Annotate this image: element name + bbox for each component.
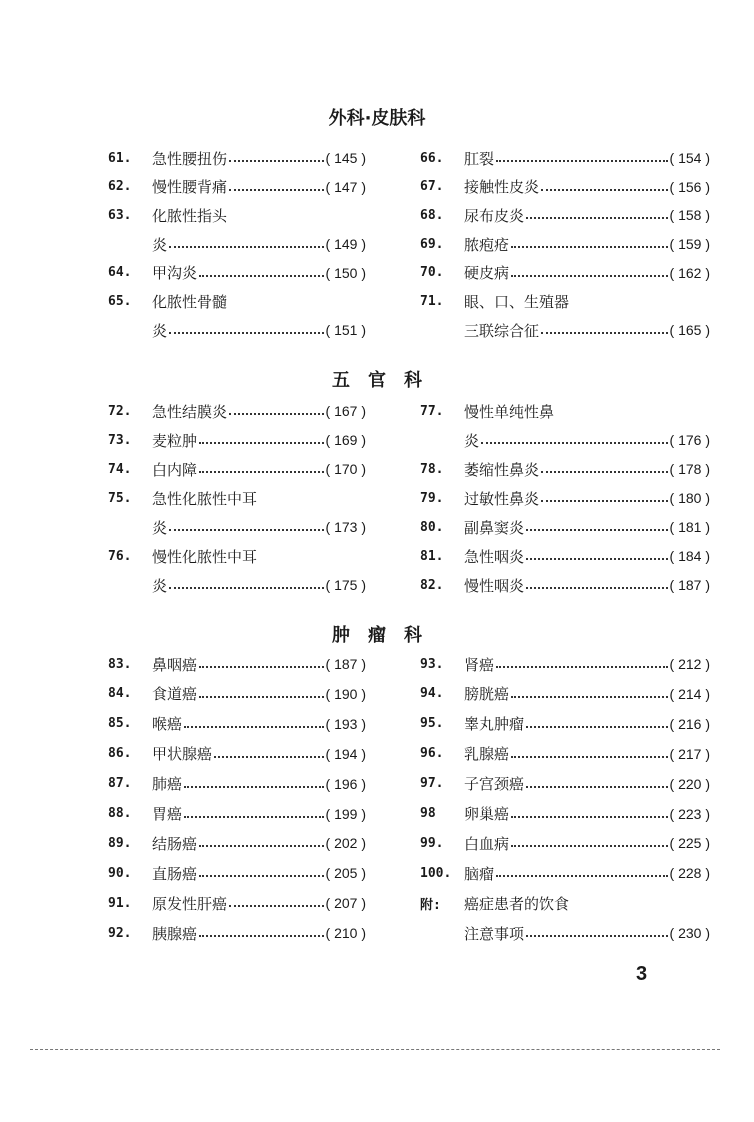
entry-title: 结肠癌	[152, 834, 198, 853]
dot-leader	[229, 160, 324, 162]
toc-entry	[108, 487, 366, 509]
toc-entry	[108, 204, 366, 226]
dot-leader	[526, 529, 668, 531]
entry-page: ( 170 )	[325, 461, 366, 477]
entry-page: ( 225 )	[669, 835, 710, 852]
dot-leader	[229, 189, 324, 191]
toc-entry	[108, 291, 366, 313]
entry-page: ( 176 )	[669, 432, 710, 448]
toc-entry	[420, 683, 710, 705]
entry-page: ( 210 )	[325, 925, 366, 942]
entry-page: ( 223 )	[669, 805, 710, 822]
toc-entry	[108, 458, 366, 480]
entry-page: ( 187 )	[669, 577, 710, 593]
dot-leader	[541, 189, 668, 191]
entry-number: 69.	[420, 236, 444, 252]
toc-entry	[420, 922, 710, 944]
toc-entry	[108, 683, 366, 705]
entry-title: 尿布皮炎	[464, 206, 525, 225]
entry-number: 84.	[108, 686, 132, 702]
toc-entry	[420, 233, 710, 255]
entry-title: 乳腺癌	[464, 745, 510, 764]
entry-page: ( 207 )	[325, 895, 366, 912]
entry-title: 喉癌	[152, 715, 183, 734]
entry-number: 90.	[108, 865, 132, 881]
toc-entry	[420, 319, 710, 341]
toc-entry	[420, 516, 710, 538]
toc-entry	[108, 147, 366, 169]
entry-number: 75.	[108, 490, 132, 506]
entry-number: 80.	[420, 519, 444, 535]
entry-number: 66.	[420, 150, 444, 166]
entry-number: 67.	[420, 179, 444, 195]
section-heading: 肿 瘤 科	[332, 625, 422, 646]
entry-number: 71.	[420, 294, 444, 309]
entry-number: 87.	[108, 776, 132, 792]
dot-leader	[481, 442, 668, 444]
entry-page: ( 187 )	[325, 656, 366, 672]
entry-page: ( 217 )	[669, 745, 710, 762]
entry-title: 白内障	[152, 460, 198, 479]
toc-entry	[108, 233, 366, 255]
entry-title: 膀胱癌	[464, 685, 510, 704]
toc-entry	[420, 713, 710, 735]
dot-leader	[214, 756, 324, 758]
section-heading: 五 官 科	[332, 370, 422, 391]
entry-page: ( 205 )	[325, 865, 366, 882]
entry-title: 急性结膜炎	[152, 402, 228, 421]
entry-page: ( 199 )	[325, 805, 366, 822]
entry-title: 卵巢癌	[464, 805, 510, 823]
toc-entry	[420, 653, 710, 675]
entry-number: 74.	[108, 461, 132, 477]
dot-leader	[199, 875, 324, 877]
toc-entry	[420, 832, 710, 854]
entry-title: 过敏性鼻炎	[464, 489, 540, 508]
toc-entry	[108, 429, 366, 451]
entry-number: 92.	[108, 925, 132, 941]
dot-leader	[169, 529, 324, 531]
entry-page: ( 220 )	[669, 775, 710, 792]
entry-number: 65.	[108, 294, 132, 309]
entry-page: ( 149 )	[325, 236, 366, 253]
entry-page: ( 175 )	[325, 577, 366, 593]
toc-entry	[420, 429, 710, 451]
entry-page: ( 196 )	[325, 775, 366, 792]
toc-entry	[108, 862, 366, 884]
entry-page: ( 145 )	[325, 150, 366, 166]
dot-leader	[496, 875, 668, 877]
dot-leader	[199, 471, 324, 473]
entry-title: 脑瘤	[464, 864, 495, 883]
toc-entry	[108, 400, 366, 422]
entry-page: ( 162 )	[669, 264, 710, 281]
entry-page: ( 194 )	[325, 745, 366, 762]
entry-title: 鼻咽癌	[152, 655, 198, 674]
dot-leader	[526, 217, 668, 219]
entry-title: 炎	[152, 235, 168, 254]
toc-entry	[420, 862, 710, 884]
entry-title: 慢性化脓性中耳	[152, 547, 258, 566]
toc-entry	[420, 400, 710, 422]
entry-title: 脓疱疮	[464, 235, 510, 254]
dot-leader	[496, 666, 668, 668]
entry-page: ( 159 )	[669, 236, 710, 253]
entry-title: 炎	[464, 431, 480, 450]
entry-number: 76.	[108, 548, 132, 564]
dot-leader	[169, 246, 324, 248]
entry-page: ( 184 )	[669, 548, 710, 564]
entry-page: ( 178 )	[669, 461, 710, 477]
entry-page: ( 165 )	[669, 322, 710, 339]
toc-entry	[420, 204, 710, 226]
toc-entry	[108, 803, 366, 825]
entry-title: 眼、口、生殖器	[464, 293, 570, 311]
toc-entry	[420, 743, 710, 765]
entry-title: 慢性腰背痛	[152, 178, 228, 197]
toc-entry	[420, 574, 710, 596]
entry-title: 肾癌	[464, 655, 495, 674]
entry-title: 慢性咽炎	[464, 576, 525, 595]
entry-title: 食道癌	[152, 685, 198, 704]
entry-title: 急性化脓性中耳	[152, 489, 258, 508]
entry-number: 77.	[420, 403, 444, 419]
toc-entry	[420, 262, 710, 284]
toc-entry	[420, 147, 710, 169]
entry-title: 原发性肝癌	[152, 894, 228, 913]
toc-entry	[420, 545, 710, 567]
entry-page: ( 151 )	[325, 322, 366, 339]
entry-page: ( 147 )	[325, 178, 366, 195]
entry-title: 胰腺癌	[152, 924, 198, 943]
dot-leader	[199, 275, 324, 277]
dot-leader	[199, 666, 324, 668]
entry-title: 化脓性指头	[152, 206, 228, 225]
dot-leader	[526, 587, 668, 589]
entry-number: 96.	[420, 746, 444, 762]
entry-number: 62.	[108, 179, 132, 195]
dot-leader	[169, 332, 324, 334]
dot-leader	[229, 905, 324, 907]
entry-page: ( 167 )	[325, 403, 366, 419]
entry-number: 82.	[420, 577, 444, 593]
dot-leader	[169, 587, 324, 589]
entry-title: 急性咽炎	[464, 547, 525, 566]
toc-entry	[108, 832, 366, 854]
entry-number: 83.	[108, 656, 132, 672]
toc-entry	[108, 773, 366, 795]
toc-entry	[420, 487, 710, 509]
toc-entry	[108, 516, 366, 538]
entry-number: 63.	[108, 207, 132, 223]
toc-entry	[420, 892, 710, 914]
toc-entry	[420, 291, 710, 313]
entry-number: 95.	[420, 716, 444, 732]
entry-title: 注意事项	[464, 924, 525, 943]
entry-page: ( 169 )	[325, 432, 366, 448]
dot-leader	[199, 696, 324, 698]
entry-title: 甲状腺癌	[152, 745, 213, 764]
entry-title: 肛裂	[464, 149, 495, 168]
dot-leader	[496, 160, 668, 162]
entry-number: 61.	[108, 150, 132, 166]
toc-entry	[108, 653, 366, 675]
entry-page: ( 154 )	[669, 150, 710, 166]
toc-entry	[108, 262, 366, 284]
footer-divider	[30, 1049, 720, 1050]
toc-entry	[108, 892, 366, 914]
entry-page: ( 173 )	[325, 519, 366, 535]
dot-leader	[199, 442, 324, 444]
entry-page: ( 212 )	[669, 656, 710, 672]
dot-leader	[511, 756, 668, 758]
entry-number: 86.	[108, 746, 132, 762]
dot-leader	[199, 935, 324, 937]
entry-page: ( 193 )	[325, 715, 366, 732]
toc-entry	[420, 803, 710, 825]
dot-leader	[511, 845, 668, 847]
entry-page: ( 158 )	[669, 207, 710, 224]
entry-number: 64.	[108, 265, 132, 281]
entry-number: 93.	[420, 656, 444, 672]
toc-entry	[420, 458, 710, 480]
entry-page: ( 216 )	[669, 715, 710, 732]
entry-title: 炎	[152, 321, 168, 340]
page-number: 3	[636, 963, 648, 985]
entry-title: 睾丸肿瘤	[464, 715, 525, 734]
dot-leader	[541, 500, 668, 502]
entry-number: 94.	[420, 686, 444, 702]
entry-page: ( 150 )	[325, 264, 366, 281]
entry-number: 91.	[108, 895, 132, 911]
entry-title: 胃癌	[152, 805, 183, 823]
dot-leader	[526, 726, 668, 728]
entry-number: 68.	[420, 207, 444, 223]
entry-title: 肺癌	[152, 775, 183, 794]
toc-entry	[420, 176, 710, 198]
dot-leader	[511, 246, 668, 248]
entry-page: ( 228 )	[669, 865, 710, 882]
dot-leader	[541, 471, 668, 473]
entry-title: 白血病	[464, 834, 510, 853]
entry-title: 麦粒肿	[152, 431, 198, 450]
entry-page: ( 202 )	[325, 835, 366, 852]
entry-number: 72.	[108, 403, 132, 419]
entry-number: 89.	[108, 835, 132, 851]
entry-number: 81.	[420, 548, 444, 564]
entry-page: ( 214 )	[669, 685, 710, 702]
toc-entry	[108, 713, 366, 735]
toc-entry	[108, 319, 366, 341]
entry-number: 85.	[108, 716, 132, 732]
entry-title: 癌症患者的饮食	[464, 894, 570, 913]
dot-leader	[184, 816, 324, 818]
entry-title: 直肠癌	[152, 864, 198, 883]
entry-number: 73.	[108, 432, 132, 448]
dot-leader	[526, 786, 668, 788]
entry-title: 子宫颈癌	[464, 775, 525, 794]
entry-title: 化脓性骨髓	[152, 293, 228, 311]
entry-title: 副鼻窦炎	[464, 518, 525, 537]
dot-leader	[526, 935, 668, 937]
section-heading: 外科·皮肤科	[328, 108, 426, 129]
entry-title: 急性腰扭伤	[152, 149, 228, 168]
dot-leader	[229, 413, 324, 415]
entry-title: 硬皮病	[464, 264, 510, 283]
dot-leader	[184, 726, 324, 728]
toc-entry	[108, 922, 366, 944]
entry-number: 70.	[420, 265, 444, 281]
entry-number: 88.	[108, 806, 132, 821]
entry-title: 炎	[152, 576, 168, 595]
entry-number: 79.	[420, 490, 444, 506]
toc-entry	[108, 545, 366, 567]
entry-title: 接触性皮炎	[464, 178, 540, 197]
dot-leader	[526, 558, 668, 560]
entry-number: 99.	[420, 835, 444, 851]
dot-leader	[511, 696, 668, 698]
entry-page: ( 156 )	[669, 178, 710, 195]
entry-page: ( 190 )	[325, 685, 366, 702]
entry-title: 萎缩性鼻炎	[464, 460, 540, 479]
entry-title: 炎	[152, 518, 168, 537]
dot-leader	[511, 275, 668, 277]
entry-number: 附:	[420, 897, 441, 913]
toc-entry	[108, 176, 366, 198]
entry-number: 97.	[420, 776, 444, 792]
entry-title: 慢性单纯性鼻	[464, 402, 555, 421]
toc-entry	[108, 574, 366, 596]
entry-title: 甲沟炎	[152, 264, 198, 283]
toc-entry	[420, 773, 710, 795]
entry-number: 100.	[420, 865, 452, 881]
toc-entry	[108, 743, 366, 765]
entry-page: ( 230 )	[669, 925, 710, 942]
dot-leader	[199, 845, 324, 847]
entry-number: 78.	[420, 461, 444, 477]
dot-leader	[511, 816, 668, 818]
entry-title: 三联综合征	[464, 321, 540, 340]
entry-number: 98	[420, 806, 436, 821]
entry-page: ( 181 )	[669, 519, 710, 535]
dot-leader	[541, 332, 668, 334]
entry-page: ( 180 )	[669, 490, 710, 506]
dot-leader	[184, 786, 324, 788]
